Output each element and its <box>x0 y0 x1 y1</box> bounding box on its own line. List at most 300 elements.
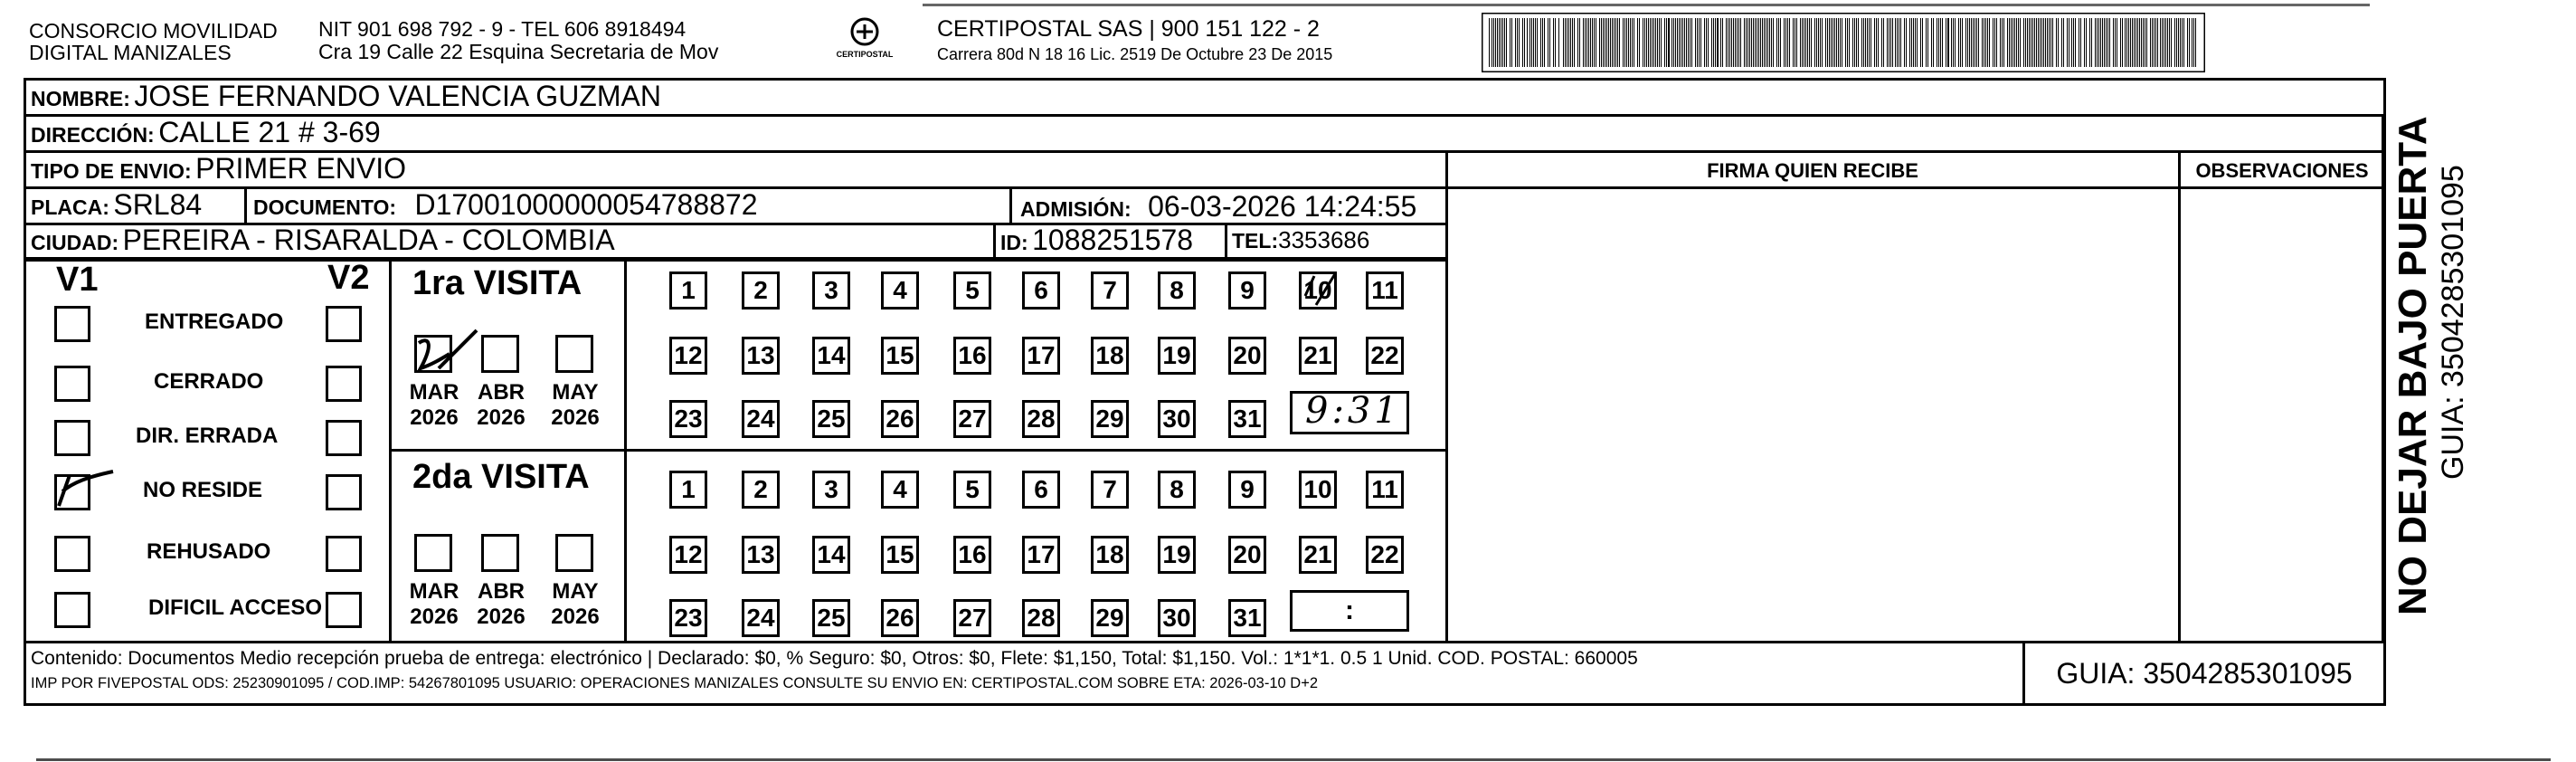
month-name: ABR <box>478 579 525 604</box>
barcode-bar <box>1594 18 1595 67</box>
barcode-bar <box>1558 18 1559 67</box>
documento-label: DOCUMENTO: <box>253 195 397 219</box>
second-visit-time-box[interactable] <box>1290 590 1409 632</box>
day-number: 28 <box>1027 405 1056 433</box>
barcode-bar <box>1876 18 1877 67</box>
barcode-bar <box>1965 18 1966 67</box>
day-number: 1 <box>681 276 696 304</box>
barcode-bar <box>1615 18 1616 67</box>
rule-obs-left <box>2178 152 2181 643</box>
barcode-bar <box>2003 18 2004 67</box>
barcode-bar <box>1555 18 1556 67</box>
barcode-bar <box>1751 18 1752 67</box>
barcode-bar <box>1825 18 1826 67</box>
first-visit-day-box[interactable] <box>1022 271 1060 310</box>
day-number: 12 <box>674 341 703 369</box>
barcode-bar <box>1737 18 1738 67</box>
barcode-bar <box>1624 18 1625 67</box>
first-visit-day-box[interactable] <box>812 337 850 375</box>
month-name: MAY <box>552 579 599 604</box>
barcode-bar <box>1540 18 1541 67</box>
barcode-bar <box>1628 18 1629 67</box>
status-label: ENTREGADO <box>145 310 284 334</box>
side-title: NO DEJAR BAJO PUERTA <box>2391 116 2435 615</box>
barcode-bar <box>1606 18 1607 67</box>
barcode-bar <box>1522 18 1523 67</box>
barcode-bar <box>1644 18 1645 67</box>
first-visit-day-box[interactable] <box>1299 271 1337 310</box>
first-visit-month-label <box>407 380 461 431</box>
status-label: CERRADO <box>154 369 264 394</box>
first-visit-month-checkbox[interactable] <box>481 335 519 373</box>
first-visit-day-box[interactable] <box>742 400 780 438</box>
barcode-bar <box>1978 18 1979 67</box>
ciudad-label: CIUDAD: <box>31 231 119 254</box>
barcode-bar <box>2073 18 2074 67</box>
barcode-bar <box>2167 18 2168 67</box>
barcode-bar <box>2011 18 2012 67</box>
company-name <box>29 20 278 63</box>
day-number: 21 <box>1303 540 1332 568</box>
tipo-label: TIPO DE ENVIO: <box>31 159 192 183</box>
day-number: 19 <box>1162 341 1191 369</box>
day-number: 18 <box>1095 341 1124 369</box>
barcode-bar <box>1511 18 1512 67</box>
barcode-bar <box>2100 18 2101 67</box>
barcode-bar <box>2027 18 2028 67</box>
second-visit-day-box[interactable] <box>1158 599 1196 637</box>
second-visit-day-box[interactable] <box>812 471 850 509</box>
barcode-bar <box>2063 18 2064 67</box>
day-number: 17 <box>1027 341 1056 369</box>
second-visit-day-box[interactable] <box>881 471 919 509</box>
barcode-bar <box>1563 18 1564 67</box>
barcode-bar <box>1971 18 1972 67</box>
first-visit-time: 9:31 <box>1305 390 1401 432</box>
barcode-bar <box>1619 18 1620 67</box>
nit-line: NIT 901 698 792 - 9 - TEL 606 8918494 <box>318 17 687 41</box>
v1-header: V1 <box>56 261 99 299</box>
barcode-bar <box>1495 18 1496 67</box>
barcode-bar <box>2155 18 2156 67</box>
barcode-bar <box>1493 18 1494 67</box>
barcode-bar <box>2089 18 2090 67</box>
second-visit-day-box[interactable] <box>1022 536 1060 574</box>
logo-icon <box>847 16 883 47</box>
second-visit-day-box[interactable] <box>812 599 850 637</box>
barcode-bar <box>1845 18 1846 67</box>
barcode-bar <box>2102 18 2103 67</box>
day-number: 19 <box>1162 540 1191 568</box>
first-visit-month-checkbox[interactable] <box>414 335 452 373</box>
day-number: 11 <box>1371 276 1398 304</box>
first-visit-day-box[interactable] <box>669 337 707 375</box>
day-number: 23 <box>674 405 703 433</box>
barcode-bar <box>1688 18 1689 67</box>
barcode-bar <box>1967 18 1968 67</box>
barcode-bar <box>2058 18 2059 67</box>
v1-checkbox[interactable] <box>54 420 90 456</box>
barcode-bar <box>1510 18 1511 67</box>
day-number: 10 <box>1303 276 1332 304</box>
rule-admision-div <box>1009 188 1012 224</box>
second-visit-month-checkbox[interactable] <box>555 534 593 572</box>
second-visit-day-box[interactable] <box>953 471 991 509</box>
first-visit-month-label <box>548 380 602 431</box>
second-visit-day-box[interactable] <box>1299 536 1337 574</box>
barcode-bar <box>1816 18 1817 67</box>
second-visit-day-box[interactable] <box>742 471 780 509</box>
direccion-row <box>31 116 381 149</box>
v2-checkbox[interactable] <box>326 592 362 628</box>
day-number: 14 <box>817 341 846 369</box>
barcode-bar <box>1870 18 1871 67</box>
day-number: 1 <box>681 475 696 503</box>
check-mark-icon <box>1300 269 1340 309</box>
month-year: 2026 <box>477 605 526 629</box>
admision-cell <box>1020 190 1416 224</box>
barcode-bar <box>1793 18 1794 67</box>
second-visit-day-box[interactable] <box>1228 599 1266 637</box>
first-visit-month-checkbox[interactable] <box>555 335 593 373</box>
first-visit-day-box[interactable] <box>881 337 919 375</box>
barcode-bar <box>1940 18 1941 67</box>
first-visit-day-box[interactable] <box>1158 271 1196 310</box>
status-label: DIFICIL ACCESO <box>148 595 323 620</box>
barcode-bar <box>1699 18 1700 67</box>
barcode-bar <box>1700 18 1701 67</box>
first-visit-day-box[interactable] <box>1158 400 1196 438</box>
second-visit-day-box[interactable] <box>881 536 919 574</box>
day-number: 24 <box>746 405 775 433</box>
barcode-bar <box>1814 18 1815 67</box>
barcode-bar <box>1874 18 1875 67</box>
barcode-bar <box>2049 18 2050 67</box>
first-visit-day-box[interactable] <box>881 271 919 310</box>
barcode-bar <box>2141 18 2142 67</box>
day-number: 9 <box>1240 475 1255 503</box>
barcode-bar <box>1637 18 1638 67</box>
check-mark-icon <box>413 332 486 376</box>
second-visit-day-box[interactable] <box>1228 471 1266 509</box>
barcode-bar <box>1922 18 1923 67</box>
barcode-bar <box>1989 18 1990 67</box>
barcode-bar <box>1917 18 1918 67</box>
barcode-bar <box>1861 18 1862 67</box>
month-name: ABR <box>478 380 525 405</box>
day-number: 30 <box>1162 405 1191 433</box>
second-visit-day-box[interactable] <box>669 599 707 637</box>
day-number: 29 <box>1095 405 1124 433</box>
barcode-bar <box>1655 18 1656 67</box>
barcode-bar <box>1856 18 1857 67</box>
first-visit-day-box[interactable] <box>953 337 991 375</box>
barcode-bar <box>1849 18 1850 67</box>
first-visit-day-box[interactable] <box>812 271 850 310</box>
barcode-bar <box>1711 18 1712 67</box>
barcode-bar <box>1767 18 1768 67</box>
barcode-bar <box>1590 18 1591 67</box>
first-visit-day-box[interactable] <box>1091 337 1129 375</box>
barcode-bar <box>2045 18 2046 67</box>
barcode-bar <box>1533 18 1534 67</box>
first-visit-month-label <box>474 380 528 431</box>
barcode-bar <box>2162 18 2163 67</box>
side-text <box>2391 109 2509 615</box>
second-visit-month-label <box>407 579 461 630</box>
day-number: 15 <box>886 341 914 369</box>
month-year: 2026 <box>410 605 459 629</box>
first-visit-day-box[interactable] <box>742 337 780 375</box>
second-visit-day-box[interactable] <box>812 536 850 574</box>
barcode-bar <box>1740 18 1741 67</box>
barcode-bar <box>2009 18 2010 67</box>
certipostal-info <box>937 16 1332 67</box>
day-number: 6 <box>1034 276 1048 304</box>
barcode-bar <box>2052 18 2053 67</box>
day-number: 18 <box>1095 540 1124 568</box>
v2-checkbox[interactable] <box>326 366 362 402</box>
barcode-bar <box>1883 18 1884 67</box>
barcode-bar <box>1778 18 1779 67</box>
barcode-bar <box>1691 18 1692 67</box>
barcode-bar <box>2154 18 2155 67</box>
barcode-bar <box>1900 18 1901 67</box>
first-visit-day-box[interactable] <box>1158 337 1196 375</box>
barcode-bar <box>2067 18 2068 67</box>
barcode-bar <box>1915 18 1916 67</box>
barcode-bar <box>2106 18 2107 67</box>
rule-footer <box>24 641 2386 643</box>
barcode-bar <box>1985 18 1986 67</box>
barcode-bar <box>2125 18 2126 67</box>
documento-value: D17001000000054788872 <box>414 188 758 221</box>
v1-checkbox[interactable] <box>54 592 90 628</box>
barcode-bar <box>2115 18 2116 67</box>
barcode-bar <box>1807 18 1808 67</box>
barcode-bar <box>1892 18 1893 67</box>
barcode-bar <box>1771 18 1772 67</box>
barcode-bar <box>2023 18 2024 67</box>
second-visit-day-box[interactable] <box>1299 471 1337 509</box>
barcode-bar <box>1829 18 1830 67</box>
barcode-bar <box>2040 18 2041 67</box>
tel-value: 3353686 <box>1278 226 1370 253</box>
v1-checkbox[interactable] <box>54 366 90 402</box>
first-visit-day-box[interactable] <box>1366 337 1404 375</box>
barcode-bar <box>2012 18 2013 67</box>
rule-visit-split <box>389 449 1447 452</box>
first-visit-day-box[interactable] <box>1228 400 1266 438</box>
barcode-bar <box>1755 18 1756 67</box>
v1-checkbox[interactable] <box>54 306 90 342</box>
v1-checkbox[interactable] <box>54 474 90 510</box>
v1-checkbox[interactable] <box>54 536 90 572</box>
barcode-bar <box>1836 18 1837 67</box>
first-visit-day-box[interactable] <box>953 400 991 438</box>
day-number: 29 <box>1095 604 1124 632</box>
second-visit-month-label <box>548 579 602 630</box>
barcode-bar <box>1599 18 1600 67</box>
first-visit-time-box[interactable] <box>1290 391 1409 434</box>
barcode-bar <box>1664 18 1665 67</box>
month-name: MAY <box>552 380 599 405</box>
barcode-bar <box>1713 18 1714 67</box>
tipo-row <box>31 152 406 186</box>
certipostal-logo <box>827 16 903 59</box>
status-label: REHUSADO <box>147 539 271 564</box>
barcode-bar <box>1659 18 1660 67</box>
barcode-bar <box>1890 18 1891 67</box>
barcode-bar <box>1749 18 1750 67</box>
barcode-bar <box>2098 18 2099 67</box>
v2-checkbox[interactable] <box>326 536 362 572</box>
status-label: DIR. ERRADA <box>136 424 279 448</box>
second-visit-day-box[interactable] <box>1366 536 1404 574</box>
second-visit-day-box[interactable] <box>1228 536 1266 574</box>
first-visit-day-box[interactable] <box>669 400 707 438</box>
first-visit-day-box[interactable] <box>812 400 850 438</box>
barcode-bar <box>1869 18 1870 67</box>
second-visit-day-box[interactable] <box>1022 471 1060 509</box>
second-visit-day-box[interactable] <box>1158 471 1196 509</box>
day-number: 5 <box>965 276 980 304</box>
barcode-bar <box>1639 18 1640 67</box>
second-visit-day-box[interactable] <box>1091 599 1129 637</box>
barcode-bar <box>2150 18 2151 67</box>
first-visit-day-box[interactable] <box>881 400 919 438</box>
nombre-label: NOMBRE: <box>31 87 130 110</box>
barcode-bar <box>1585 18 1586 67</box>
day-number: 7 <box>1103 276 1117 304</box>
second-visit-day-box[interactable] <box>1091 471 1129 509</box>
second-visit-day-box[interactable] <box>1366 471 1404 509</box>
barcode-bar <box>1614 18 1615 67</box>
second-visit-day-box[interactable] <box>742 599 780 637</box>
first-visit-day-box[interactable] <box>1228 337 1266 375</box>
first-visit-day-box[interactable] <box>1091 271 1129 310</box>
second-visit-day-box[interactable] <box>742 536 780 574</box>
barcode-bar <box>1758 18 1759 67</box>
barcode-bar <box>1572 18 1573 67</box>
barcode-bar <box>2104 18 2105 67</box>
barcode-bar <box>1542 18 1543 67</box>
first-visit-day-box[interactable] <box>1091 400 1129 438</box>
first-visit-day-box[interactable] <box>953 271 991 310</box>
barcode-bar <box>1677 18 1678 67</box>
day-number: 13 <box>746 540 775 568</box>
barcode-bar <box>1722 18 1723 67</box>
first-visit-day-box[interactable] <box>669 271 707 310</box>
second-visit-title: 2da VISITA <box>412 458 590 496</box>
first-visit-day-box[interactable] <box>1022 337 1060 375</box>
barcode-bar <box>2137 18 2138 67</box>
month-year: 2026 <box>477 405 526 430</box>
barcode-bar <box>1809 18 1810 67</box>
barcode-bar <box>1787 18 1788 67</box>
barcode-bar <box>2183 18 2184 67</box>
barcode-bar <box>1652 18 1653 67</box>
barcode-bar <box>1626 18 1627 67</box>
barcode-bar <box>2130 18 2131 67</box>
logo-caption: CERTIPOSTAL <box>836 50 894 59</box>
first-visit-day-box[interactable] <box>1299 337 1337 375</box>
first-visit-day-box[interactable] <box>1366 271 1404 310</box>
day-number: 13 <box>746 341 775 369</box>
barcode-bar <box>1785 18 1786 67</box>
barcode-bar <box>2169 18 2170 67</box>
barcode-bar <box>1502 18 1503 67</box>
barcode-bar <box>2193 18 2194 67</box>
second-visit-day-box[interactable] <box>953 536 991 574</box>
v2-checkbox[interactable] <box>326 306 362 342</box>
barcode-bar <box>1565 18 1566 67</box>
first-visit-day-box[interactable] <box>1228 271 1266 310</box>
day-number: 5 <box>965 475 980 503</box>
barcode-bar <box>1838 18 1839 67</box>
barcode-bar <box>1586 18 1587 67</box>
barcode-bar <box>1802 18 1803 67</box>
barcode-bar <box>1913 18 1914 67</box>
second-visit-day-box[interactable] <box>953 599 991 637</box>
second-visit-day-box[interactable] <box>1158 536 1196 574</box>
barcode-bar <box>1764 18 1765 67</box>
barcode-bar <box>1537 18 1538 67</box>
barcode-bar <box>2113 18 2114 67</box>
check-mark-icon <box>53 470 104 510</box>
barcode-bar <box>1904 18 1905 67</box>
barcode-bar <box>2174 18 2175 67</box>
second-visit-day-box[interactable] <box>669 536 707 574</box>
barcode-bar <box>2187 18 2188 67</box>
v2-checkbox[interactable] <box>326 474 362 510</box>
barcode-bar <box>2071 18 2072 67</box>
barcode-bar <box>2134 18 2135 67</box>
barcode-bar <box>1753 18 1754 67</box>
barcode-bar <box>1887 18 1888 67</box>
day-number: 12 <box>674 540 703 568</box>
barcode-bar <box>1720 18 1721 67</box>
second-visit-day-box[interactable] <box>1091 536 1129 574</box>
barcode-bar <box>1661 18 1662 67</box>
barcode-bar <box>2171 18 2172 67</box>
barcode-bar <box>1951 18 1952 67</box>
barcode-bar <box>1612 18 1613 67</box>
tel-label: TEL: <box>1232 229 1279 252</box>
barcode-bar <box>1747 18 1748 67</box>
second-visit-day-box[interactable] <box>1022 599 1060 637</box>
v2-checkbox[interactable] <box>326 420 362 456</box>
barcode-bar <box>1953 18 1954 67</box>
barcode-bar <box>2180 18 2181 67</box>
second-visit-day-box[interactable] <box>881 599 919 637</box>
barcode-bar <box>2080 18 2081 67</box>
month-year: 2026 <box>551 405 600 430</box>
barcode-bar <box>2132 18 2133 67</box>
barcode-bar <box>2120 18 2121 67</box>
barcode-bar <box>2097 18 2098 67</box>
second-visit-month-checkbox[interactable] <box>481 534 519 572</box>
first-visit-day-box[interactable] <box>1022 400 1060 438</box>
day-number: 7 <box>1103 475 1117 503</box>
day-number: 20 <box>1233 341 1262 369</box>
second-visit-month-checkbox[interactable] <box>414 534 452 572</box>
barcode-bar <box>2002 18 2003 67</box>
second-visit-day-box[interactable] <box>669 471 707 509</box>
second-visit-month-label <box>474 579 528 630</box>
barcode-bar <box>1650 18 1651 67</box>
first-visit-day-box[interactable] <box>742 271 780 310</box>
